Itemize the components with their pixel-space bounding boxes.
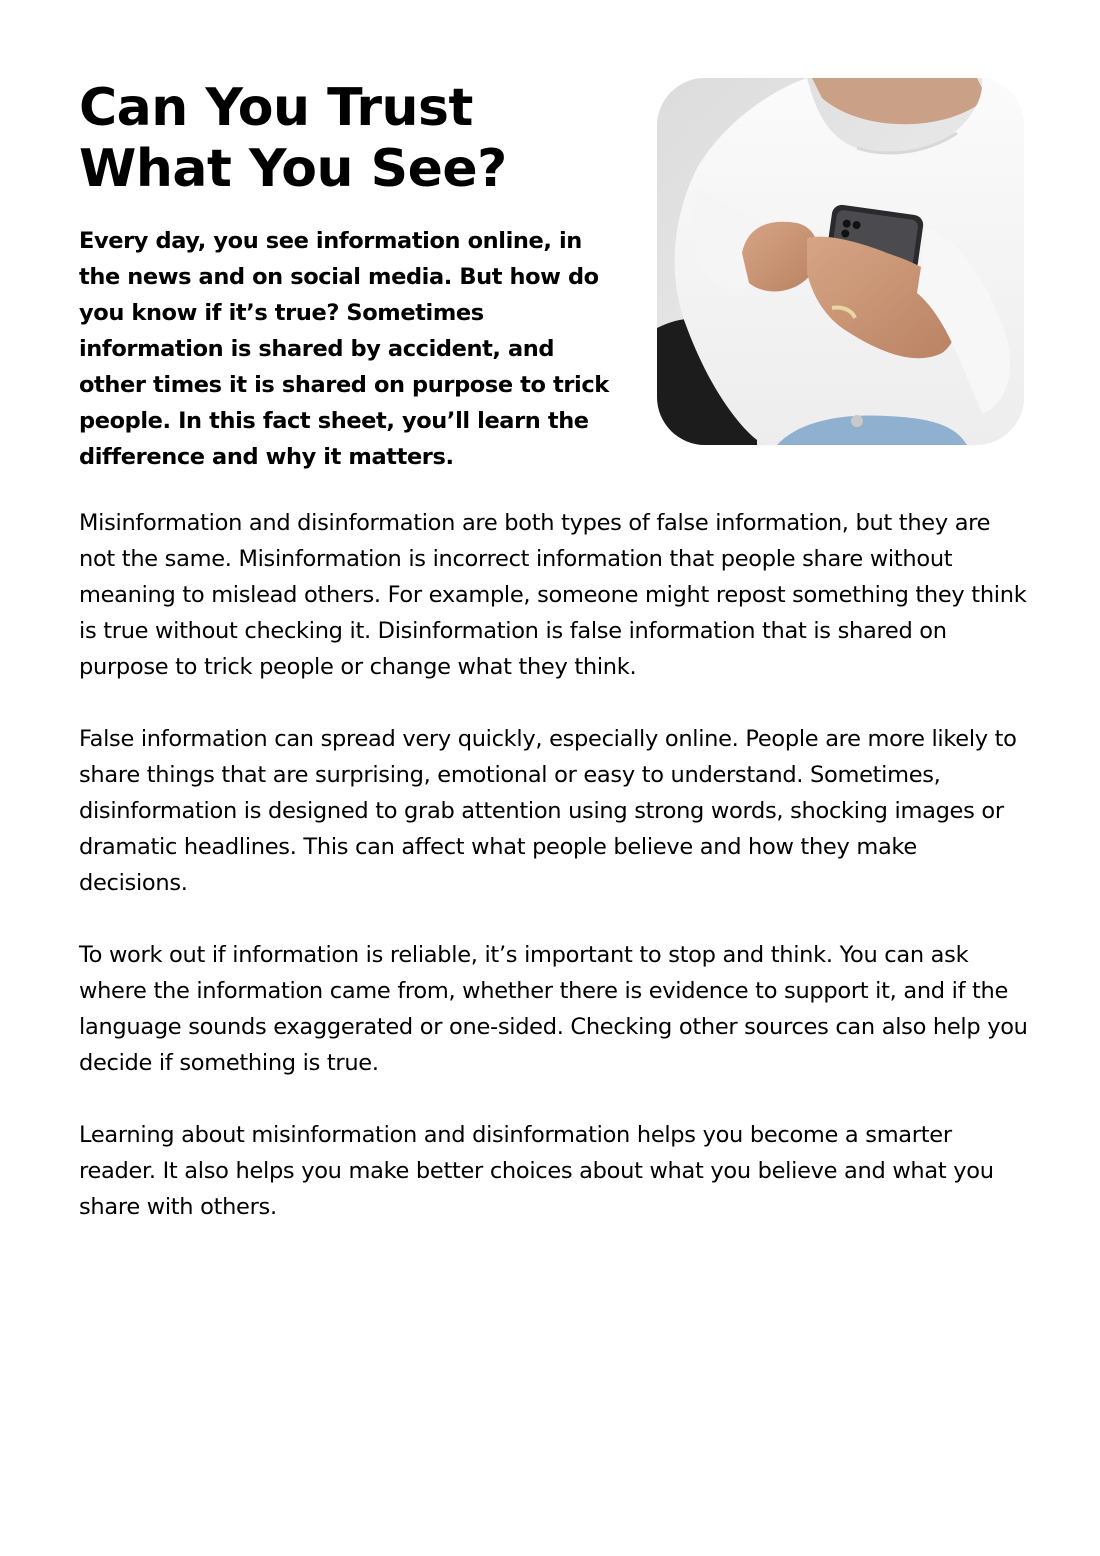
page-title	[79, 78, 599, 200]
page-title-line-1: Can You Trust	[79, 78, 473, 138]
paragraph-1: Misinformation and disinformation are both types of false information, but they are not the same. Misinformation is incorrect information that people share without meaning to mislead others. For example, someone might repost something they think is true without checking it. Disinformation is false information that is shared on purpose to trick people or change what they think.	[79, 510, 1027, 680]
intro-paragraph: Every day, you see information online, in the news and on social media. But how do you know if it’s true? Sometimes information is shared by accident, and other times it is shared on purpose to trick people. In this fact sheet, you’ll learn the difference and why it matters.	[79, 228, 609, 470]
person-holding-smartphone-photo	[657, 78, 1024, 445]
page-title-line-2: What You See?	[79, 139, 507, 199]
phone-photo-illustration	[657, 78, 1024, 445]
paragraph-4: Learning about misinformation and disinformation helps you become a smarter reader. It also helps you make better choices about what you believe and what you share with others.	[79, 1122, 994, 1220]
body-text	[79, 505, 1029, 1261]
paragraph-2: False information can spread very quickly, especially online. People are more likely to share things that are surprising, emotional or easy to understand. Sometimes, disinformation is designed to grab attention using strong words, shocking images or dramatic headlines. This can affect what people believe and how they make decisions.	[79, 726, 1017, 896]
paragraph-3: To work out if information is reliable, it’s important to stop and think. You can ask where the information came from, whether there is evidence to support it, and if the language sounds exaggerated or one-sided. Checking other sources can also help you decide if something is true.	[79, 942, 1028, 1076]
